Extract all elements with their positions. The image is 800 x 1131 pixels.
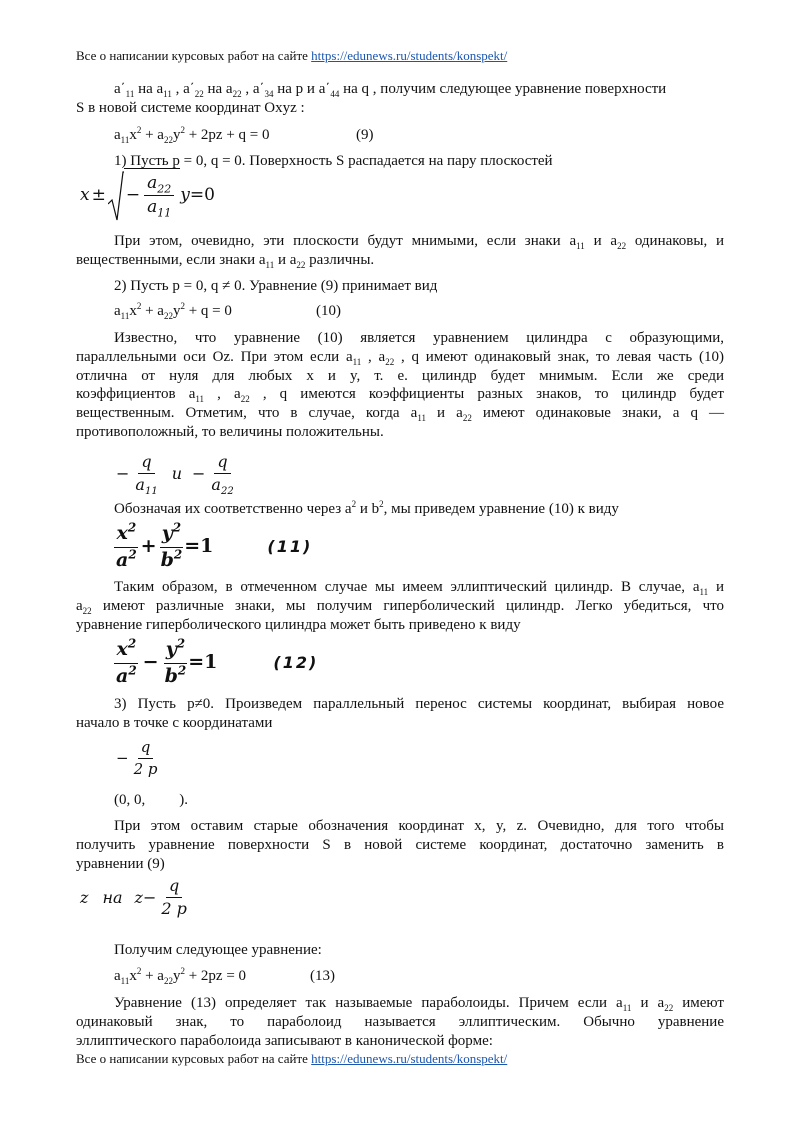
- equation-number: (12): [273, 653, 319, 673]
- sqrt-sign: [108, 170, 124, 222]
- case-2-text: 2) Пусть p = 0, q ≠ 0. Уравнение (9) принимает вид: [114, 278, 438, 294]
- para-planes: При этом, очевидно, эти плоскости будут мнимыми, если знаки $a_{11}$ и $a_{22}$ одинаковы, и вещественными, если знаки $a_{11}$ и $a_{22}$ различны.: [76, 233, 724, 270]
- equation-number: (10): [316, 303, 341, 319]
- header-link[interactable]: https://edunews.ru/students/konspekt/: [311, 48, 508, 63]
- equation-number: (9): [356, 127, 374, 143]
- para-paraboloids: Уравнение (13) определяет так называемые параболоиды. Причем если $a_{11}$ и $a_{22}$ имеют одинаковый знак, то параболоид называется эллиптическим. Обычно уравнение эллиптического параболоида записывают в канонической форме:: [76, 995, 724, 1049]
- equation-11: $\frac{x^2}{a^2}$ + $\frac{y^2}{b^2}$ =1 (11): [116, 520, 313, 571]
- para-substitution: $a΄_{11}$ на $a_{11}$ , $a΄_{22}$ на $a_{22}$ , $a΄_{34}$ на p и $a΄_{44}$ на q , получим следующее уравнение поверхности S в новой системе координат Oxyz :: [76, 81, 667, 116]
- substitution-formula: z на z − $\frac{q}{2 p}$: [80, 876, 187, 918]
- page-header: [76, 48, 507, 64]
- equation-12: $\frac{x^2}{a^2}$ − $\frac{y^2}{b^2}$ =1 (12): [116, 636, 319, 687]
- planes-formula: x ± − $\frac{a_{22}}{a_{11}}$ y =0: [80, 170, 215, 222]
- case-3-text: 3) Пусть p≠0. Произведем параллельный перенос системы координат, выбирая новое начало в точке с координатами: [76, 696, 724, 731]
- case-1-text: 1) Пусть p = 0, q = 0. Поверхность S распадается на пару плоскостей: [114, 153, 553, 169]
- equation-number: (11): [267, 537, 313, 557]
- point-coordinates: (0, 0, ).: [114, 792, 188, 808]
- equation-9: $a_{11}x^2 + a_{22}y^2 + 2pz + q = 0$ (9): [114, 125, 374, 145]
- para-hyperbolic: Таким образом, в отмеченном случае мы имеем эллиптический цилиндр. В случае, $a_{11}$ и $a_{22}$ имеют различные знаки, мы получим гиперболический цилиндр. Легко убедиться, что уравнение гиперболического цилиндра может быть приведено к виду: [76, 579, 724, 633]
- para-notation: Обозначая их соответственно через $a^2$ и $b^2$, мы приведем уравнение (10) к виду: [114, 499, 619, 517]
- fraction-q-2p: − $\frac{q}{2 p}$: [116, 738, 158, 778]
- footer-link[interactable]: https://edunews.ru/students/konspekt/: [311, 1051, 508, 1066]
- equation-number: (13): [310, 968, 335, 984]
- fractions-q-a: − $\frac{q}{a_{11}}$ и − $\frac{q}{a_{22}}$: [116, 452, 234, 498]
- para-following-eq: Получим следующее уравнение:: [114, 942, 322, 958]
- equation-13: $a_{11}x^2 + a_{22}y^2 + 2pz = 0$ (13): [114, 966, 335, 986]
- footer-text: Все о написании курсовых работ на сайте: [76, 1051, 312, 1066]
- page-footer: [76, 1051, 507, 1067]
- para-cylinder: Известно, что уравнение (10) является уравнением цилиндра с образующими, параллельными оси Oz. При этом если $a_{11}$ , $a_{22}$ , q имеют одинаковый знак, то левая часть (10) отлична от нуля для любых x и y, т. е. цилиндр будет мнимым. Если же среди коэффициентов $a_{11}$ , $a_{22}$ , q имеются коэффициенты разных знаков, то цилиндр будет вещественным. Отметим, что в случае, когда $a_{11}$ и $a_{22}$ имеют одинаковые знаки, а q — противоположный, то величины положительны.: [76, 330, 725, 440]
- equation-10: $a_{11}x^2 + a_{22}y^2 + q = 0$ (10): [114, 301, 341, 321]
- para-notation-coords: При этом оставим старые обозначения координат x, y, z. Очевидно, для того чтобы получить уравнение поверхности S в новой системе координат, достаточно заменить в уравнении (9): [76, 818, 724, 872]
- header-text: Все о написании курсовых работ на сайте: [76, 48, 312, 63]
